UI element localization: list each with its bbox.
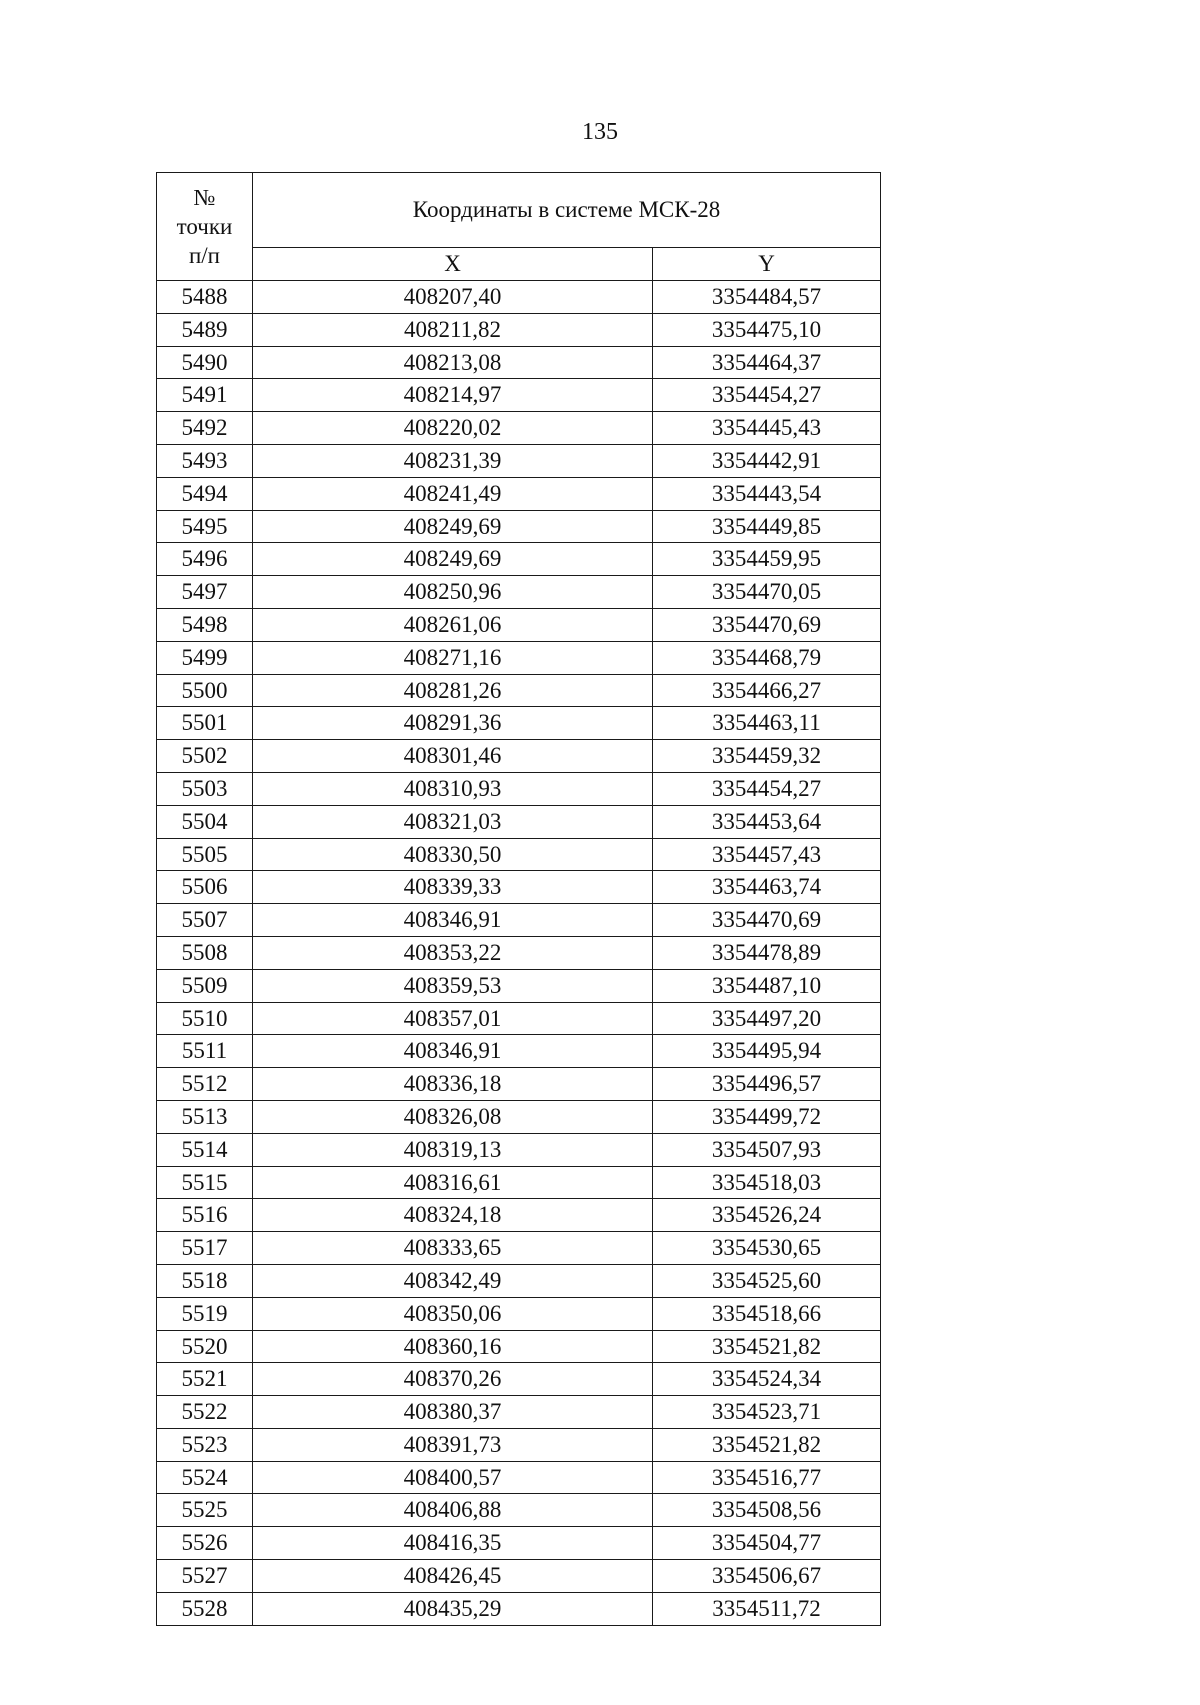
x-coordinate-cell: 408231,39 <box>253 444 653 477</box>
y-coordinate-cell: 3354463,11 <box>653 707 881 740</box>
point-number-cell: 5515 <box>157 1166 253 1199</box>
y-coordinate-cell: 3354470,05 <box>653 576 881 609</box>
x-coordinate-cell: 408353,22 <box>253 936 653 969</box>
point-number-cell: 5525 <box>157 1494 253 1527</box>
x-coordinate-cell: 408326,08 <box>253 1100 653 1133</box>
y-coordinate-cell: 3354507,93 <box>653 1133 881 1166</box>
y-coordinate-cell: 3354459,95 <box>653 543 881 576</box>
point-number-cell: 5504 <box>157 805 253 838</box>
table-header <box>157 173 881 281</box>
table-row <box>157 740 881 773</box>
y-coordinate-cell: 3354521,82 <box>653 1330 881 1363</box>
x-coordinate-cell: 408261,06 <box>253 608 653 641</box>
point-number-cell: 5491 <box>157 379 253 412</box>
y-coordinate-cell: 3354516,77 <box>653 1461 881 1494</box>
table-row <box>157 1199 881 1232</box>
table-row <box>157 281 881 314</box>
table-row <box>157 1264 881 1297</box>
point-number-cell: 5524 <box>157 1461 253 1494</box>
x-coordinate-cell: 408207,40 <box>253 281 653 314</box>
y-coordinate-cell: 3354470,69 <box>653 608 881 641</box>
table-row <box>157 1035 881 1068</box>
table-row <box>157 1297 881 1330</box>
y-coordinate-cell: 3354525,60 <box>653 1264 881 1297</box>
point-number-cell: 5500 <box>157 674 253 707</box>
table-row <box>157 1133 881 1166</box>
x-coordinate-cell: 408249,69 <box>253 543 653 576</box>
table-row <box>157 969 881 1002</box>
y-coordinate-cell: 3354443,54 <box>653 477 881 510</box>
x-coordinate-cell: 408316,61 <box>253 1166 653 1199</box>
table-row <box>157 1560 881 1593</box>
y-coordinate-cell: 3354526,24 <box>653 1199 881 1232</box>
x-coordinate-cell: 408359,53 <box>253 969 653 1002</box>
x-coordinate-cell: 408380,37 <box>253 1396 653 1429</box>
table-row <box>157 1232 881 1265</box>
point-number-cell: 5520 <box>157 1330 253 1363</box>
table-row <box>157 1428 881 1461</box>
x-coordinate-cell: 408360,16 <box>253 1330 653 1363</box>
x-coordinate-cell: 408310,93 <box>253 772 653 805</box>
point-number-cell: 5490 <box>157 346 253 379</box>
y-coordinate-cell: 3354464,37 <box>653 346 881 379</box>
y-coordinate-cell: 3354521,82 <box>653 1428 881 1461</box>
point-number-cell: 5516 <box>157 1199 253 1232</box>
point-number-cell: 5510 <box>157 1002 253 1035</box>
point-number-cell: 5511 <box>157 1035 253 1068</box>
x-coordinate-cell: 408357,01 <box>253 1002 653 1035</box>
x-coordinate-cell: 408370,26 <box>253 1363 653 1396</box>
point-number-cell: 5497 <box>157 576 253 609</box>
y-coordinate-cell: 3354511,72 <box>653 1592 881 1625</box>
point-number-cell: 5505 <box>157 838 253 871</box>
y-coordinate-cell: 3354463,74 <box>653 871 881 904</box>
table-row <box>157 412 881 445</box>
x-coordinate-cell: 408301,46 <box>253 740 653 773</box>
point-number-cell: 5514 <box>157 1133 253 1166</box>
point-number-cell: 5513 <box>157 1100 253 1133</box>
table-row <box>157 641 881 674</box>
y-coordinate-cell: 3354497,20 <box>653 1002 881 1035</box>
x-coordinate-cell: 408339,33 <box>253 871 653 904</box>
table-row <box>157 608 881 641</box>
table-row <box>157 1166 881 1199</box>
x-coordinate-cell: 408281,26 <box>253 674 653 707</box>
point-number-cell: 5495 <box>157 510 253 543</box>
point-number-cell: 5489 <box>157 313 253 346</box>
point-number-cell: 5488 <box>157 281 253 314</box>
x-coordinate-cell: 408416,35 <box>253 1527 653 1560</box>
point-number-cell: 5522 <box>157 1396 253 1429</box>
table-row <box>157 576 881 609</box>
point-number-cell: 5523 <box>157 1428 253 1461</box>
table-row <box>157 444 881 477</box>
table-row <box>157 1330 881 1363</box>
point-number-cell: 5509 <box>157 969 253 1002</box>
point-number-cell: 5499 <box>157 641 253 674</box>
point-number-header-line3: п/п <box>188 243 220 268</box>
table-row <box>157 379 881 412</box>
point-number-header-line2: точки <box>176 214 233 239</box>
y-coordinate-cell: 3354466,27 <box>653 674 881 707</box>
point-number-cell: 5494 <box>157 477 253 510</box>
x-coordinate-cell: 408214,97 <box>253 379 653 412</box>
table-row <box>157 1002 881 1035</box>
table-row <box>157 543 881 576</box>
x-column-header: X <box>253 248 653 281</box>
point-number-cell: 5521 <box>157 1363 253 1396</box>
point-number-cell: 5507 <box>157 904 253 937</box>
x-coordinate-cell: 408291,36 <box>253 707 653 740</box>
y-coordinate-cell: 3354449,85 <box>653 510 881 543</box>
x-coordinate-cell: 408271,16 <box>253 641 653 674</box>
x-coordinate-cell: 408426,45 <box>253 1560 653 1593</box>
coordinate-system-header: Координаты в системе МСК-28 <box>253 173 881 248</box>
table-row <box>157 1100 881 1133</box>
x-coordinate-cell: 408321,03 <box>253 805 653 838</box>
x-coordinate-cell: 408250,96 <box>253 576 653 609</box>
coordinates-table <box>156 172 881 1626</box>
table-row <box>157 1494 881 1527</box>
table-row <box>157 313 881 346</box>
y-coordinate-cell: 3354487,10 <box>653 969 881 1002</box>
point-number-cell: 5508 <box>157 936 253 969</box>
table-row <box>157 674 881 707</box>
point-number-cell: 5502 <box>157 740 253 773</box>
table-row <box>157 477 881 510</box>
table-row <box>157 871 881 904</box>
table-row <box>157 904 881 937</box>
point-number-cell: 5517 <box>157 1232 253 1265</box>
table-row <box>157 838 881 871</box>
y-coordinate-cell: 3354496,57 <box>653 1068 881 1101</box>
table-row <box>157 772 881 805</box>
x-coordinate-cell: 408391,73 <box>253 1428 653 1461</box>
x-coordinate-cell: 408400,57 <box>253 1461 653 1494</box>
y-coordinate-cell: 3354453,64 <box>653 805 881 838</box>
point-number-cell: 5503 <box>157 772 253 805</box>
y-coordinate-cell: 3354484,57 <box>653 281 881 314</box>
x-coordinate-cell: 408241,49 <box>253 477 653 510</box>
x-coordinate-cell: 408330,50 <box>253 838 653 871</box>
y-coordinate-cell: 3354457,43 <box>653 838 881 871</box>
y-coordinate-cell: 3354506,67 <box>653 1560 881 1593</box>
x-coordinate-cell: 408350,06 <box>253 1297 653 1330</box>
y-coordinate-cell: 3354470,69 <box>653 904 881 937</box>
y-coordinate-cell: 3354504,77 <box>653 1527 881 1560</box>
table-row <box>157 707 881 740</box>
point-number-cell: 5526 <box>157 1527 253 1560</box>
table-row <box>157 1396 881 1429</box>
y-coordinate-cell: 3354518,66 <box>653 1297 881 1330</box>
table-body <box>157 281 881 1626</box>
y-coordinate-cell: 3354518,03 <box>653 1166 881 1199</box>
y-coordinate-cell: 3354495,94 <box>653 1035 881 1068</box>
y-coordinate-cell: 3354445,43 <box>653 412 881 445</box>
x-coordinate-cell: 408333,65 <box>253 1232 653 1265</box>
x-coordinate-cell: 408336,18 <box>253 1068 653 1101</box>
x-coordinate-cell: 408342,49 <box>253 1264 653 1297</box>
point-number-cell: 5492 <box>157 412 253 445</box>
page-number: 135 <box>582 119 618 145</box>
y-coordinate-cell: 3354530,65 <box>653 1232 881 1265</box>
table-row <box>157 1363 881 1396</box>
point-number-cell: 5528 <box>157 1592 253 1625</box>
x-coordinate-cell: 408213,08 <box>253 346 653 379</box>
point-number-cell: 5506 <box>157 871 253 904</box>
x-coordinate-cell: 408220,02 <box>253 412 653 445</box>
y-coordinate-cell: 3354454,27 <box>653 379 881 412</box>
table-row <box>157 510 881 543</box>
y-column-header: Y <box>653 248 881 281</box>
point-number-cell: 5519 <box>157 1297 253 1330</box>
y-coordinate-cell: 3354478,89 <box>653 936 881 969</box>
point-number-cell: 5527 <box>157 1560 253 1593</box>
y-coordinate-cell: 3354459,32 <box>653 740 881 773</box>
table-row <box>157 1068 881 1101</box>
y-coordinate-cell: 3354442,91 <box>653 444 881 477</box>
x-coordinate-cell: 408249,69 <box>253 510 653 543</box>
point-number-cell: 5512 <box>157 1068 253 1101</box>
table-row <box>157 805 881 838</box>
point-number-header-line1: № <box>193 185 216 210</box>
y-coordinate-cell: 3354454,27 <box>653 772 881 805</box>
point-number-cell: 5518 <box>157 1264 253 1297</box>
point-number-header <box>157 173 253 281</box>
table-row <box>157 1527 881 1560</box>
x-coordinate-cell: 408435,29 <box>253 1592 653 1625</box>
x-coordinate-cell: 408211,82 <box>253 313 653 346</box>
point-number-cell: 5501 <box>157 707 253 740</box>
y-coordinate-cell: 3354468,79 <box>653 641 881 674</box>
x-coordinate-cell: 408346,91 <box>253 904 653 937</box>
table-row <box>157 346 881 379</box>
table-row <box>157 1461 881 1494</box>
y-coordinate-cell: 3354523,71 <box>653 1396 881 1429</box>
x-coordinate-cell: 408406,88 <box>253 1494 653 1527</box>
y-coordinate-cell: 3354524,34 <box>653 1363 881 1396</box>
point-number-cell: 5498 <box>157 608 253 641</box>
x-coordinate-cell: 408319,13 <box>253 1133 653 1166</box>
y-coordinate-cell: 3354499,72 <box>653 1100 881 1133</box>
x-coordinate-cell: 408324,18 <box>253 1199 653 1232</box>
table-row <box>157 1592 881 1625</box>
x-coordinate-cell: 408346,91 <box>253 1035 653 1068</box>
table-row <box>157 936 881 969</box>
point-number-cell: 5496 <box>157 543 253 576</box>
y-coordinate-cell: 3354508,56 <box>653 1494 881 1527</box>
y-coordinate-cell: 3354475,10 <box>653 313 881 346</box>
point-number-cell: 5493 <box>157 444 253 477</box>
